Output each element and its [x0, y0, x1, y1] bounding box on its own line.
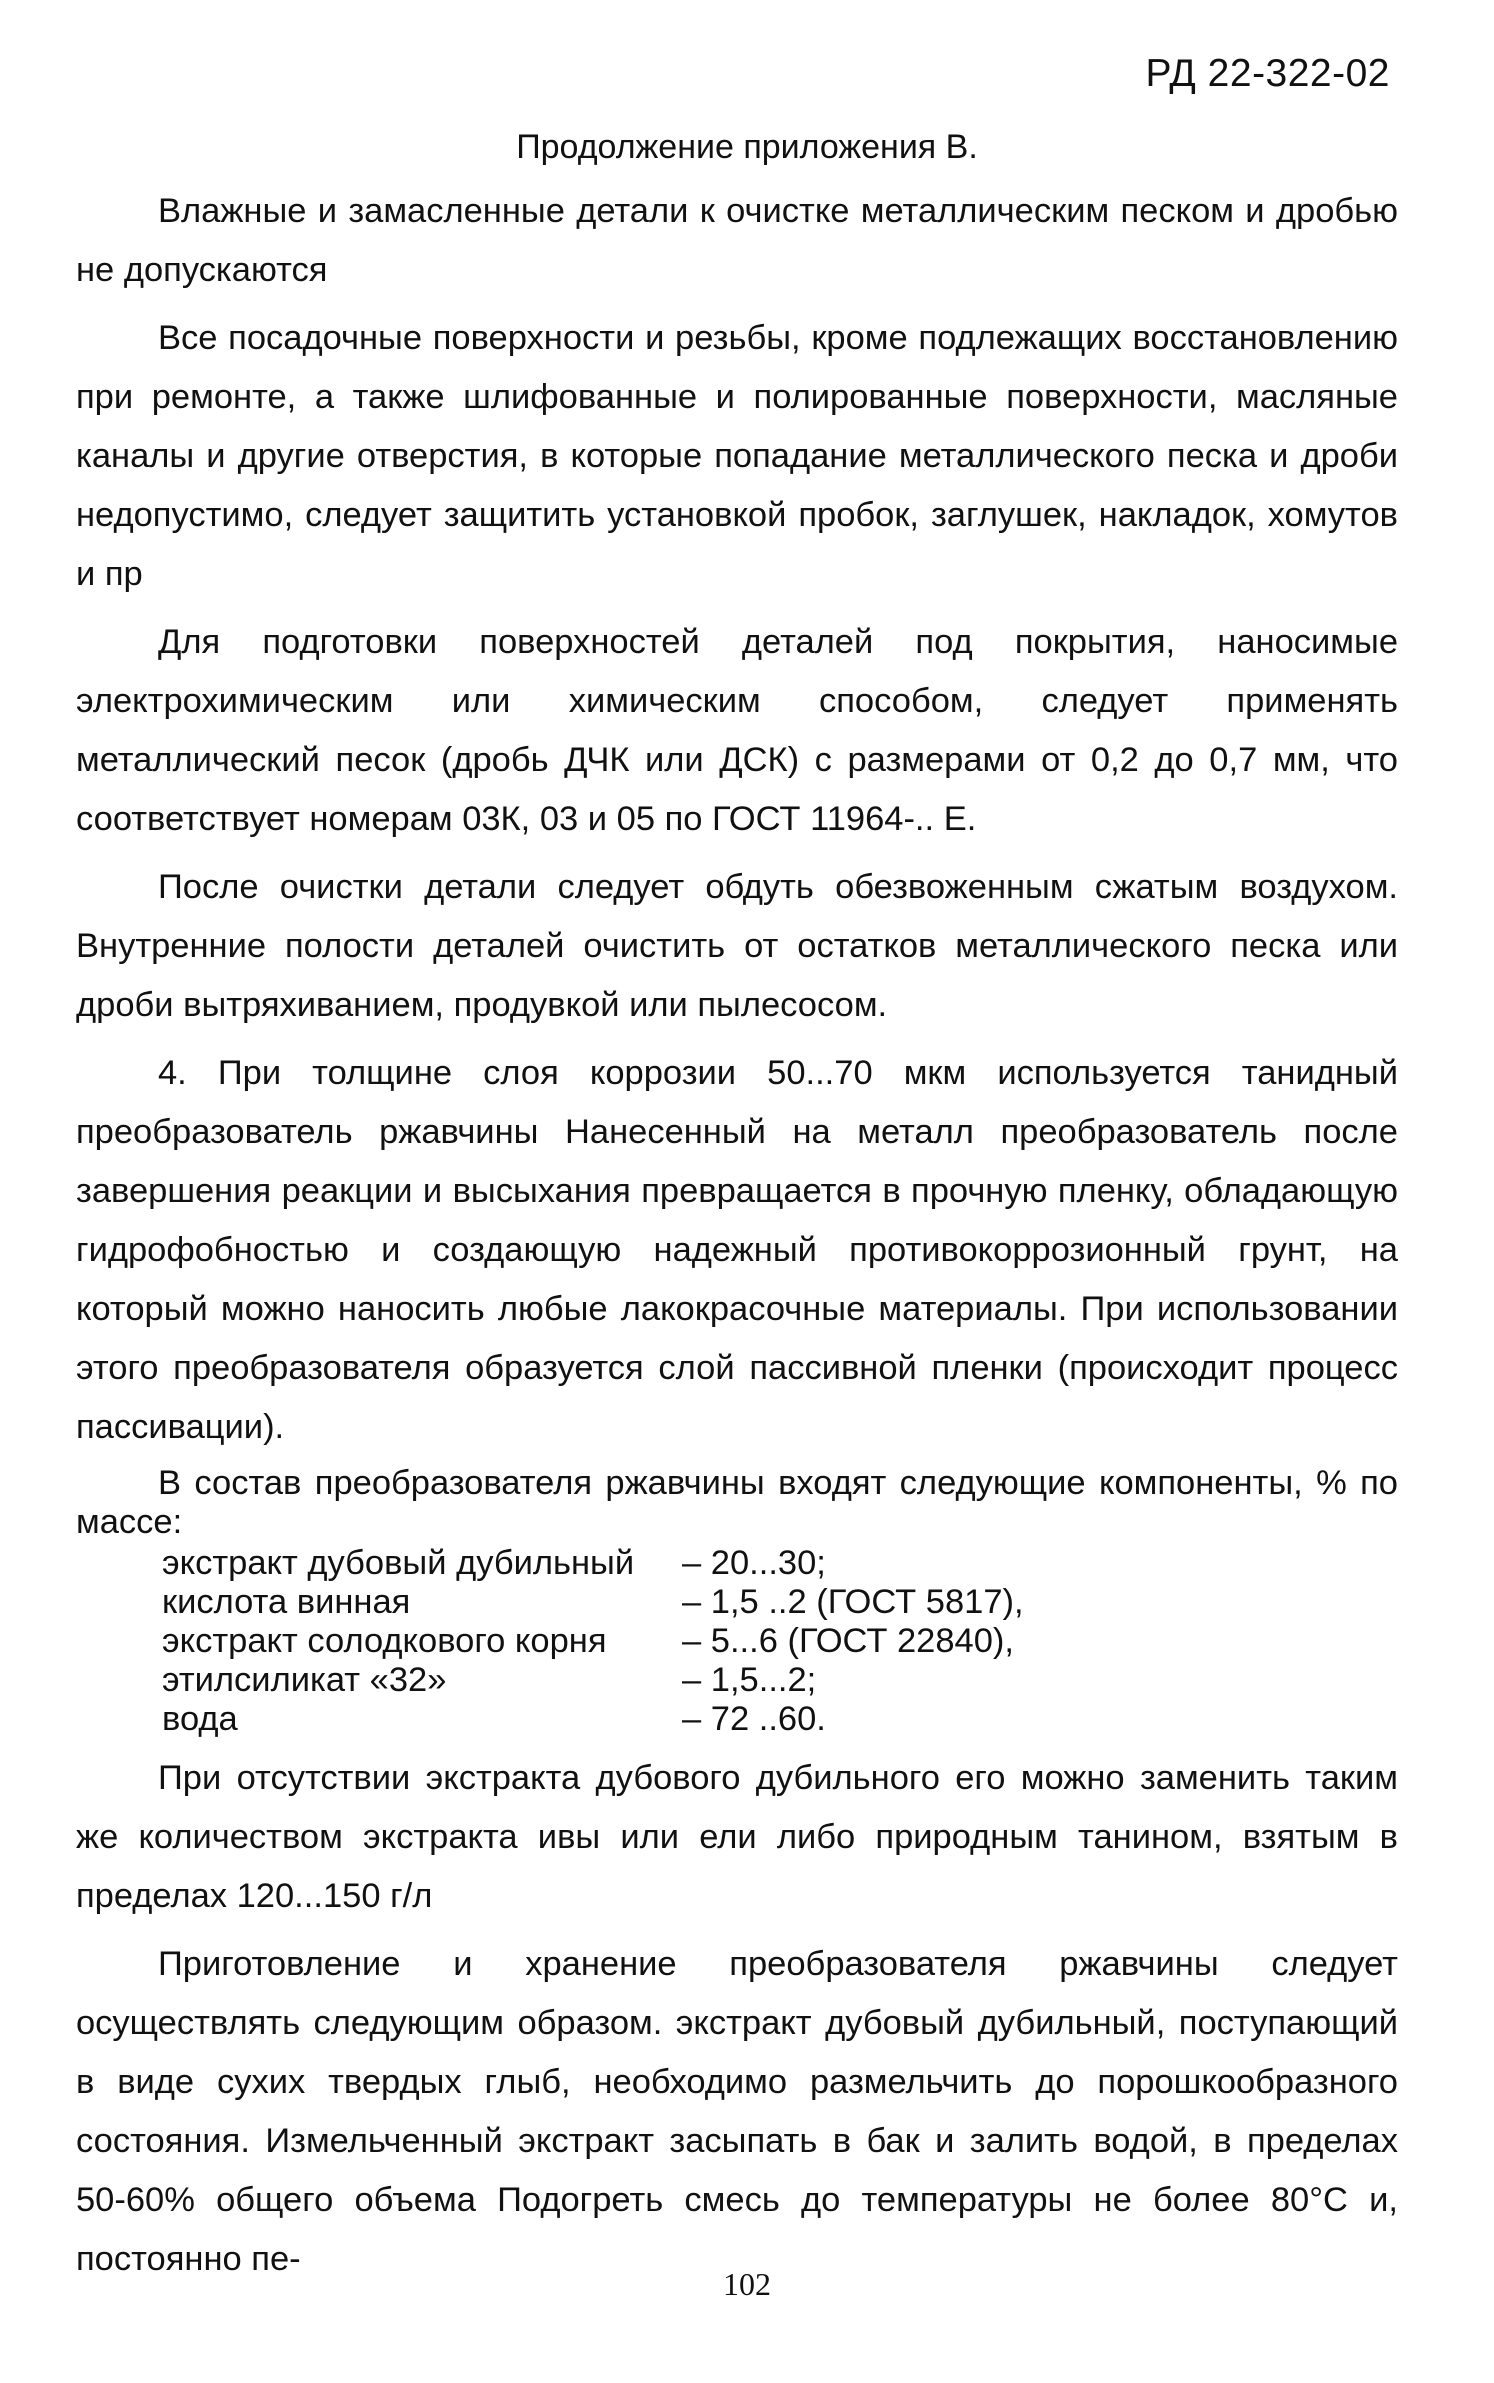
components-table [162, 1544, 1024, 1739]
component-row [162, 1583, 1024, 1622]
paragraph-wet-parts: Влажные и замасленные детали к очистке металлическим песком и дробью не допускаются [76, 192, 1398, 289]
component-name: вода [162, 1700, 238, 1738]
component-name: кислота винная [162, 1583, 411, 1621]
appendix-title: Продолжение приложения В. [516, 128, 978, 166]
component-value: – 1,5...2; [682, 1661, 817, 1699]
paragraph-surface-preparation: Для подготовки поверхностей деталей под покрытия, наносимые электрохимическим или химическим способом, следует применять металлический песок (дробь ДЧК или ДСК) с размерами от 0,2 до 0,7 мм, что соответствует номерам 03К, 03 и 05 по ГОСТ 11964-.. Е. [76, 623, 1398, 838]
document-body [76, 182, 1398, 2298]
components-section [76, 1464, 1398, 1739]
component-value: – 20...30; [682, 1544, 826, 1582]
paragraph-rust-converter: 4. При толщине слоя коррозии 50...70 мкм используется танидный преобразователь ржавчины Нанесенный на металл преобразователь после завершения реакции и высыхания превращается в прочную пленку, обладающую гидрофобностью и создающую надежный противокоррозионный грунт, на который можно наносить любые лакокрасочные материалы. При использовании этого преобразователя образуется слой пассивной пленки (происходит процесс пассивации). [76, 1054, 1398, 1446]
paragraph-substitute-extract: При отсутствии экстракта дубового дубильного его можно заменить таким же количеством экстракта ивы или ели либо природным танином, взятым в пределах 120...150 г/л [76, 1759, 1398, 1915]
component-value: – 72 ..60. [682, 1700, 826, 1738]
components-intro: В состав преобразователя ржавчины входят следующие компоненты, % по массе: [76, 1464, 1398, 1541]
component-row [162, 1700, 1024, 1739]
paragraph-after-cleaning: После очистки детали следует обдуть обезвоженным сжатым воздухом. Внутренние полости деталей очистить от остатков металлического песка или дроби вытряхиванием, продувкой или пылесосом. [76, 868, 1398, 1024]
component-row [162, 1622, 1024, 1661]
component-row [162, 1661, 1024, 1700]
component-value: – 1,5 ..2 (ГОСТ 5817), [682, 1583, 1024, 1621]
component-name: экстракт солодкового корня [162, 1622, 607, 1660]
paragraph-preparation-storage: Приготовление и хранение преобразователя ржавчины следует осуществлять следующим образом. экстракт дубовый дубильный, поступающий в виде сухих твердых глыб, необходимо размельчить до порошкообразного состояния. Измельченный экстракт засыпать в бак и залить водой, в пределах 50-60% общего объема Подогреть смесь до температуры не более 80°C и, постоянно пе- [76, 1945, 1398, 2278]
component-name: этилсиликат «32» [162, 1661, 447, 1699]
component-row [162, 1544, 1024, 1583]
document-code: РД 22-322-02 [1145, 52, 1390, 95]
component-value: – 5...6 (ГОСТ 22840), [682, 1622, 1014, 1660]
component-name: экстракт дубовый дубильный [162, 1544, 635, 1582]
page-number: 102 [723, 2266, 771, 2302]
paragraph-surface-protection: Все посадочные поверхности и резьбы, кроме подлежащих восстановлению при ремонте, а также шлифованные и полированные поверхности, масляные каналы и другие отверстия, в которые попадание металлического песка и дроби недопустимо, следует защитить установкой пробок, заглушек, накладок, хомутов и пр [76, 319, 1398, 593]
